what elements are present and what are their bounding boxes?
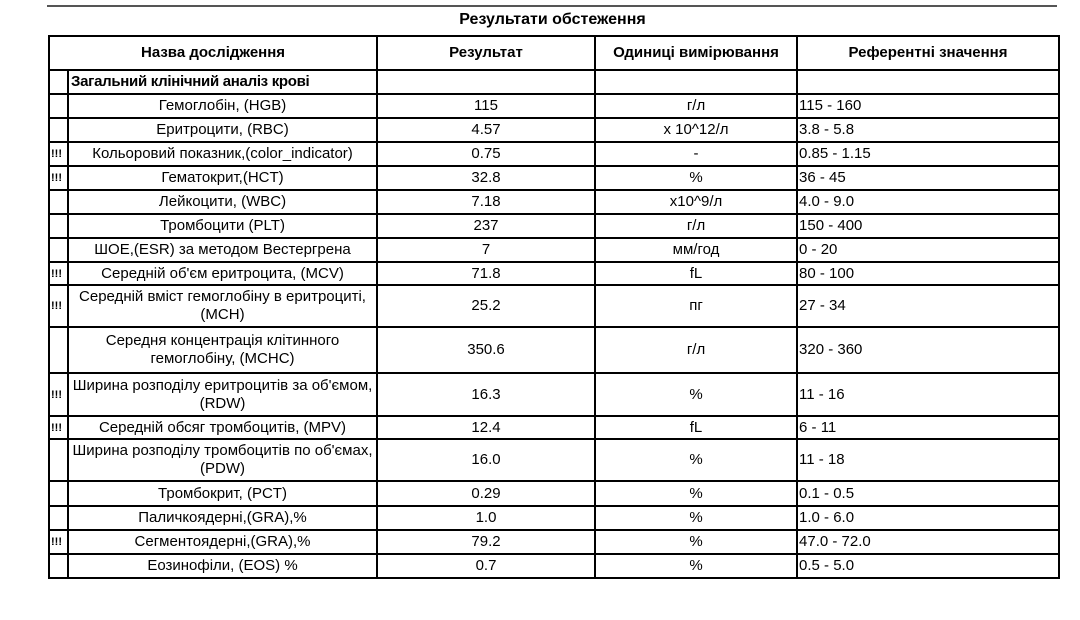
test-name: Гематокрит,(HCT) — [68, 166, 377, 190]
result-value: 7.18 — [377, 190, 595, 214]
result-value: 0.7 — [377, 554, 595, 578]
empty-cell — [595, 70, 797, 94]
result-value: 25.2 — [377, 285, 595, 327]
table-row — [49, 118, 1059, 142]
empty-cell — [797, 70, 1059, 94]
table-row — [49, 166, 1059, 190]
units-value: % — [595, 166, 797, 190]
results-table — [48, 35, 1060, 579]
result-value: 237 — [377, 214, 595, 238]
result-value: 1.0 — [377, 506, 595, 530]
flag-cell: !!! — [49, 142, 68, 166]
reference-range: 47.0 - 72.0 — [797, 530, 1059, 554]
test-name: Тромбоцити (PLT) — [68, 214, 377, 238]
table-row — [49, 262, 1059, 285]
table-row — [49, 439, 1059, 481]
flag-cell — [49, 554, 68, 578]
column-header-units: Одиниці вимірювання — [595, 36, 797, 70]
units-value: x10^9/л — [595, 190, 797, 214]
test-name: Паличкоядерні,(GRA),% — [68, 506, 377, 530]
section-title: Загальний клінічний аналіз крові — [68, 70, 377, 94]
units-value: % — [595, 530, 797, 554]
table-row — [49, 416, 1059, 439]
flag-cell — [49, 481, 68, 506]
units-value: мм/год — [595, 238, 797, 262]
units-value: х 10^12/л — [595, 118, 797, 142]
result-value: 350.6 — [377, 327, 595, 373]
units-value: г/л — [595, 327, 797, 373]
table-row — [49, 94, 1059, 118]
flag-cell — [49, 327, 68, 373]
units-value: % — [595, 439, 797, 481]
table-row — [49, 554, 1059, 578]
column-header-name: Назва дослідження — [49, 36, 377, 70]
flag-cell: !!! — [49, 416, 68, 439]
reference-range: 4.0 - 9.0 — [797, 190, 1059, 214]
units-value: fL — [595, 416, 797, 439]
flag-cell: !!! — [49, 166, 68, 190]
flag-cell — [49, 190, 68, 214]
reference-range: 0.85 - 1.15 — [797, 142, 1059, 166]
table-row — [49, 142, 1059, 166]
flag-cell — [49, 506, 68, 530]
units-value: пг — [595, 285, 797, 327]
test-name: Тромбокрит, (PCT) — [68, 481, 377, 506]
page-title: Результати обстеження — [459, 11, 646, 28]
flag-cell — [49, 70, 68, 94]
result-value: 16.0 — [377, 439, 595, 481]
test-name: Середній об'єм еритроцита, (MCV) — [68, 262, 377, 285]
result-value: 0.29 — [377, 481, 595, 506]
reference-range: 11 - 16 — [797, 373, 1059, 416]
table-row — [49, 238, 1059, 262]
reference-range: 6 - 11 — [797, 416, 1059, 439]
reference-range: 11 - 18 — [797, 439, 1059, 481]
section-row — [49, 70, 1059, 94]
flag-cell: !!! — [49, 262, 68, 285]
top-rule — [47, 5, 1057, 7]
table-row — [49, 506, 1059, 530]
flag-cell — [49, 118, 68, 142]
flag-cell — [49, 94, 68, 118]
test-name: Еозинофіли, (EOS) % — [68, 554, 377, 578]
units-value: г/л — [595, 94, 797, 118]
flag-cell — [49, 238, 68, 262]
flag-cell: !!! — [49, 285, 68, 327]
column-header-result: Результат — [377, 36, 595, 70]
header-row — [49, 36, 1059, 70]
column-header-reference: Референтні значення — [797, 36, 1059, 70]
reference-range: 115 - 160 — [797, 94, 1059, 118]
test-name: Кольоровий показник,(color_indicator) — [68, 142, 377, 166]
result-value: 7 — [377, 238, 595, 262]
units-value: % — [595, 554, 797, 578]
reference-range: 27 - 34 — [797, 285, 1059, 327]
reference-range: 3.8 - 5.8 — [797, 118, 1059, 142]
test-name: Середній вміст гемоглобіну в еритроциті, (MCH) — [68, 285, 377, 327]
units-value: г/л — [595, 214, 797, 238]
result-value: 32.8 — [377, 166, 595, 190]
table-row — [49, 373, 1059, 416]
empty-cell — [377, 70, 595, 94]
test-name: Лейкоцити, (WBC) — [68, 190, 377, 214]
test-name: Сегментоядерні,(GRA),% — [68, 530, 377, 554]
table-row — [49, 214, 1059, 238]
test-name: ШОЕ,(ESR) за методом Вестергрена — [68, 238, 377, 262]
result-value: 0.75 — [377, 142, 595, 166]
test-name: Середній обсяг тромбоцитів, (MPV) — [68, 416, 377, 439]
test-name: Еритроцити, (RBC) — [68, 118, 377, 142]
table-row — [49, 190, 1059, 214]
flag-cell — [49, 214, 68, 238]
reference-range: 0.5 - 5.0 — [797, 554, 1059, 578]
result-value: 12.4 — [377, 416, 595, 439]
test-name: Ширина розподілу еритроцитів за об'ємом, (RDW) — [68, 373, 377, 416]
reference-range: 0.1 - 0.5 — [797, 481, 1059, 506]
table-row — [49, 285, 1059, 327]
result-value: 4.57 — [377, 118, 595, 142]
result-value: 79.2 — [377, 530, 595, 554]
table-row — [49, 327, 1059, 373]
reference-range: 150 - 400 — [797, 214, 1059, 238]
reference-range: 80 - 100 — [797, 262, 1059, 285]
result-value: 115 — [377, 94, 595, 118]
units-value: fL — [595, 262, 797, 285]
reference-range: 320 - 360 — [797, 327, 1059, 373]
flag-cell — [49, 439, 68, 481]
result-value: 16.3 — [377, 373, 595, 416]
test-name: Ширина розподілу тромбоцитів по об'ємах, (PDW) — [68, 439, 377, 481]
units-value: % — [595, 373, 797, 416]
units-value: % — [595, 481, 797, 506]
units-value: - — [595, 142, 797, 166]
table-row — [49, 481, 1059, 506]
reference-range: 36 - 45 — [797, 166, 1059, 190]
reference-range: 1.0 - 6.0 — [797, 506, 1059, 530]
result-value: 71.8 — [377, 262, 595, 285]
units-value: % — [595, 506, 797, 530]
test-name: Гемоглобін, (HGB) — [68, 94, 377, 118]
flag-cell: !!! — [49, 530, 68, 554]
test-name: Середня концентрація клітинного гемоглобіну, (MCHC) — [68, 327, 377, 373]
table-row — [49, 530, 1059, 554]
reference-range: 0 - 20 — [797, 238, 1059, 262]
flag-cell: !!! — [49, 373, 68, 416]
